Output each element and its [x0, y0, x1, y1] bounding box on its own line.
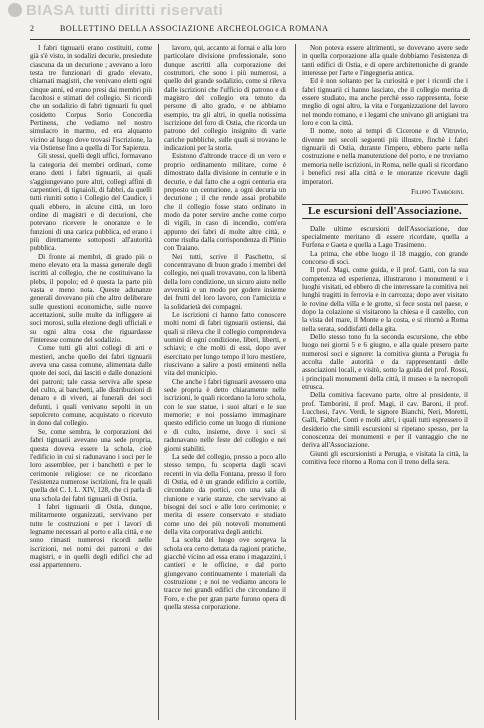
- paragraph: Di fronte ai membri, di grado più o meno elevato era la massa generale degli iscritti al collegio, che ne costituivano la plebs, il popolo; ed è questa la parte più vasta e meno nota. Queste adunanze generali dovevano più che altro deliberare sulle questioni economiche, sulle nuove accettazioni, sulle multe da infliggere ai soci morosi, sulla elezione degli ufficiali e su ogni altra cosa che riguardasse l'interesse comune del sodalizio.: [30, 252, 152, 345]
- page-number: 2: [30, 24, 35, 33]
- paragraph: Ed è non soltanto per la curiosità e per i ricordi che i fabri tignuarii ci hanno lasciato, che il collegio merita di essere studiato, ma anche perchè esso rappresenta, forse meglio di ogni altro, la vita e l'organizzazione del lavoro nel mondo romano, e i legami che univano gli artigiani tra loro e con la città.: [302, 77, 468, 128]
- paragraph: Il nome, noto ai tempi di Cicerone e di Vitruvio, divenne nei secoli seguenti più illustre, finchè i fabri tignuarii di Ostia, durante l'impero, ebbero parte nella costruzione e nella manutenzione del porto, e ne troviamo memoria nelle iscrizioni, in Roma, nelle quali si ricordano i benefici resi alla città e le onoranze ricevute dagli imperatori.: [302, 127, 468, 186]
- paragraph: Dello stesso tono fu la seconda escursione, che ebbe luogo nei giorni 5 e 6 giugno, e alla quale presero parte numerosi soci e signore: la comitiva giunta a Perugia fu accolta dalle autorità e da rappresentanti delle associazioni locali, e visitò, sotto la guida del prof. Rossi, i principali monumenti della città, il museo e la necropoli etrusca.: [302, 333, 468, 392]
- paragraph: La prima, che ebbe luogo il 18 maggio, con grande concorso di soci.: [302, 249, 468, 266]
- paragraph: Come tutti gli altri collegi di arti e mestieri, anche quello dei fabri tignuarii aveva una cassa comune, alimentata dalle quote dei soci, dai lasciti e dalle donazioni dei patroni; tale cassa serviva alle spese del culto, ai banchetti, alle distribuzioni di denaro e di viveri, ai funerali dei soci defunti, i quali venivano sepolti in un sepolcreto comune, acquistato o ricevuto in dono dal collegio.: [30, 344, 152, 428]
- paragraph: La scelta del luogo ove sorgeva la schola era certo dettata da ragioni pratiche, giacchè vicino ad essa erano i magazzini, i cantieri e le officine, e dal porto giungevano continuamente i materiali da costruzione ; e noi ne vediamo ancora le tracce nei grandi edifici che circondano il Foro, e che per gran parte furono opera di quella stessa corporazione.: [164, 536, 286, 612]
- paragraph: La sede del collegio, presso a poco allo stesso tempo, fu scoperta dagli scavi recenti in via della Fontana, presso il foro di Ostia, ed è un grande edificio a cortile, circondato da portici, con una sala di riunione e varie stanze, che servivano ai bisogni dei soci e alle loro cerimonie; e merita di essere conservato e studiato come uno dei più notevoli monumenti della vita corporativa degli antichi.: [164, 452, 286, 536]
- text-column-2: [164, 44, 286, 720]
- paragraph: Dalle ultime escursioni dell'Associazione, due specialmente meritano di essere ricordate, quella a Furfena e Gaeta e quella a Lago Trasimeno.: [302, 224, 468, 250]
- watermark-text: BIASA tutti diritti riservati: [26, 2, 224, 19]
- column-divider-1: [158, 44, 159, 720]
- paragraph: Della comitiva facevano parte, oltre al presidente, il prof. Tamborini, il prof. Magi, il cav. Baroni, il prof. Lucchesi, l'avv. Verdi, le signore Bianchi, Neri, Moretti, Galli, Fabbri, Conti e molti altri, i quali tutti espressero il desiderio che simili escursioni si ripetano spesso, per la conoscenza dei monumenti e per il vantaggio che ne deriva all'Associazione.: [302, 391, 468, 450]
- watermark: [8, 2, 223, 19]
- paragraph: Giunti gli escursionisti a Perugia, e visitata la città, la comitiva fece ritorno a Roma con il treno della sera.: [302, 449, 468, 467]
- paragraph: I fabri tignuarii di Ostia, dunque, militarmente organizzati, servivano per tutte le costruzioni e per i lavori di legname necessari al porto e alla città, e ne sono rimasti numerosi ricordi nelle iscrizioni, nei nomi dei patroni e dei magistri, e in quelli degli edifici che ad essi appartennero.: [30, 502, 152, 570]
- paragraph: Il prof. Magi, come guida, e il prof. Gatti, con la sua competenza ed esperienza, illustrarono i monumenti e i luoghi visitati, ed ebbero di che interessare la comitiva nei lunghi tragitti in ferrovia e in carrozza; dopo aver visitato le rovine della villa e le grotte, si fece sosta nel paese, e dopo la colazione si visitarono la chiesa e il castello, con la vista del mare, il Monte e la costa, e si ritornò a Roma nella serata, soddisfatti della gita.: [302, 266, 468, 333]
- text-column-1: [30, 44, 152, 720]
- paragraph: Non poteva essere altrimenti, se dovevano avere sede in quella corporazione alla quale dobbiamo l'esistenza di tanti edifici di Ostia, e di opere architettoniche di grande interesse per l'arte e l'ingegneria antica.: [302, 44, 468, 78]
- paragraph: Se, come sembra, le corporazioni dei fabri tignuarii avevano una sede propria, questa doveva essere la schola, cioè l'edificio in cui si radunavano i soci per le loro assemblee, per i banchetti e per le cerimonie religiose: ce ne ricordano l'esistenza numerose iscrizioni, fra le quali quella del C. I. L. XIV, 128, che ci parla di una schola dei fabri tignuarii di Ostia.: [30, 427, 152, 503]
- author-signature: Filippo Tamborini.: [410, 186, 464, 196]
- biasa-logo-icon: [8, 3, 22, 17]
- paragraph: I fabri tignuarii erano costituiti, come già s'è visto, in sodalizi decurie, presiedute ciascuna da un decurione ; avevano a loro testa tre funzionari di grado elevato, chiamati magistri, che venivano eletti ogni cinque anni, ed erano presi dai membri più facoltosi e stimati del collegio. Si ricordi che un sodalizio di fabri tignuarii fu quel cosidetto Corpus Sorio Concordia Pertinens, che vediamo nel nostro simulacro in marmo, ed era alquanto vicino al luogo dove trovasi l'iscrizione, la via Ostiense fino a quella di Tor Sapienza.: [30, 44, 152, 153]
- paragraph: Esistono d'altronde tracce di un vero e proprio ordinamento militare, come è dimostrato dalla divisione in centurie e in decurie, e dal fatto che a ogni centuria era preposto un centurione, a ogni decuria un decurione ; il che rende assai probabile che il collegio fosse stato ordinato in modo da poter servire anche come corpo di vigili, in caso di incendio, com'era appunto dei fabri di molte altre città, e come risulta dalla corrispondenza di Plinio con Traiano.: [164, 152, 286, 253]
- paragraph: lavoro, qui, accanto ai fornai e alla loro particolare divisione professionale, sono dunque ascritti alla corporazione dei costruttori, che sono i più numerosi, a quello del grande sodalizio, come si rileva dalle iscrizioni che l'ufficio di patrono e di magistro del collegio era tenuto da persone di alto grado, e ne abbiamo esempio, tra gli altri, in quella notissima iscrizione del foro di Ostia, che ricorda un patrono del collegio insignito di varie cariche pubbliche, sulle quali si trovano le indicazioni per la storia.: [164, 44, 286, 153]
- paragraph: Che anche i fabri tignuarii avessero una sede propria è detto chiaramente nelle iscrizioni, le quali ricordano la loro schola, con le sue statue, i suoi altari e le sue memorie; e noi possiamo immaginare questo edificio come un luogo di riunione e di culto, insieme, dove i soci si radunavano nelle feste del collegio e nei giorni stabiliti.: [164, 377, 286, 453]
- section-heading: Le escursioni dell'Associazione.: [302, 204, 468, 218]
- bulletin-title: BOLLETTINO DELLA ASSOCIAZIONE ARCHEOLOGICA ROMANA: [60, 24, 329, 33]
- paragraph: Gli stessi, quelli degli uffici, formavano la categoria dei membri ordinari, come erano detti i fabri tignuarii, ai quali s'aggiungevano pure altri, collegi affini di carpentieri, di tignaioli, di fabbri, da quelli tutti riuniti sotto i Collegio del Caudice, i quali ebbero, in alcune città, un loro ordine di magistri e di decurioni, che potevano ricevere le onoranze e le funzioni di una carica pubblica, ed erano i più direttamente sottoposti all'autorità pubblica.: [30, 152, 152, 253]
- paragraph: Le iscrizioni ci hanno fatto conoscere molti nomi di fabri tignuarii ostiensi, dai quali si rileva che il collegio comprendeva uomini di ogni condizione, liberi, liberti, e schiavi; e che molti di essi, dopo aver esercitato per lungo tempo il loro mestiere, riuscivano a salire a posti eminenti nella vita del municipio.: [164, 311, 286, 378]
- page-header: [30, 24, 470, 38]
- column-divider-2: [295, 44, 296, 720]
- header-rule: [30, 39, 470, 40]
- paragraph: Nei tutti, scrive il Paschetto, si concentravano di buon grado i membri del collegio, nei quali trovavano, con la libertà della loro condizione, un sicuro aiuto nelle avversità e un modo per godere insieme dei frutti del loro lavoro, con l'amicizia e la solidarietà dei compagni.: [164, 252, 286, 311]
- text-column-3: [302, 44, 468, 720]
